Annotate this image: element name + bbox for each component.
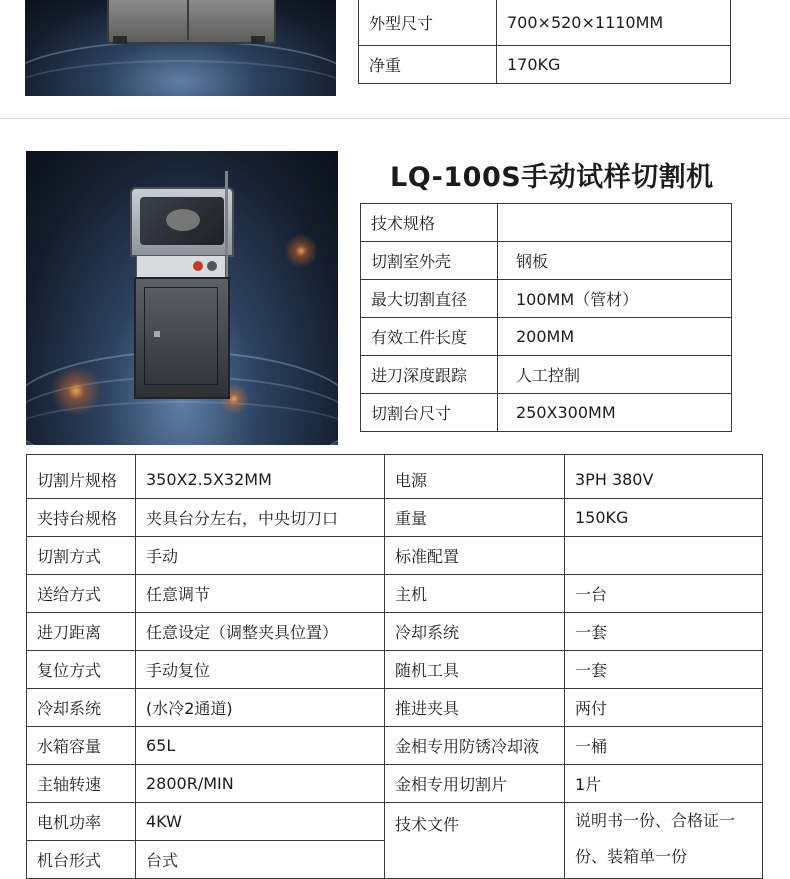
spec-label: 最大切割直径	[361, 280, 498, 318]
spec-value: 65L	[136, 727, 385, 765]
spec-label: 净重	[359, 45, 497, 83]
product-title: LQ-100S手动试样切割机	[390, 162, 714, 193]
table-row	[27, 803, 763, 841]
spec-value: 一台	[565, 575, 763, 613]
spec-value: (水冷2通道)	[136, 689, 385, 727]
spec-value: 700×520×1110MM	[497, 0, 731, 45]
docs-value-line: 说明书一份、合格证一	[575, 811, 736, 830]
spec-label: 切割方式	[27, 537, 136, 575]
spec-value: 手动复位	[136, 651, 385, 689]
table-row	[27, 765, 763, 803]
spec-value: 3PH 380V	[565, 455, 763, 499]
table-row	[361, 356, 732, 394]
spec-label: 冷却系统	[27, 689, 136, 727]
spec-label: 推进夹具	[385, 689, 565, 727]
spec-value: 台式	[136, 841, 385, 879]
spec-value: 一套	[565, 651, 763, 689]
spec-label: 金相专用防锈冷却液	[385, 727, 565, 765]
spec-label: 主轴转速	[27, 765, 136, 803]
table-row	[27, 689, 763, 727]
spec-value: 200MM	[498, 318, 732, 356]
spec-value: 150KG	[565, 499, 763, 537]
spec-label: 进刀深度跟踪	[361, 356, 498, 394]
table-row	[27, 499, 763, 537]
table-row	[27, 727, 763, 765]
previous-spec-table	[358, 0, 731, 84]
table-row	[27, 455, 763, 499]
table-row	[27, 537, 763, 575]
spec-label: 主机	[385, 575, 565, 613]
spec-label: 技术规格	[361, 204, 498, 242]
spec-label: 复位方式	[27, 651, 136, 689]
spec-label: 切割台尺寸	[361, 394, 498, 432]
table-row	[27, 613, 763, 651]
spec-label: 切割室外壳	[361, 242, 498, 280]
machine-control-panel	[136, 255, 226, 279]
spec-label: 进刀距离	[27, 613, 136, 651]
spec-value: 夹具台分左右，中央切刀口	[136, 499, 385, 537]
spec-label: 电机功率	[27, 803, 136, 841]
spec-label: 重量	[385, 499, 565, 537]
table-row	[361, 280, 732, 318]
product-photo	[26, 151, 338, 445]
table-row	[359, 0, 731, 45]
spec-label: 随机工具	[385, 651, 565, 689]
spec-value: 350X2.5X32MM	[136, 455, 385, 499]
spec-label: 机台形式	[27, 841, 136, 879]
spec-label: 水箱容量	[27, 727, 136, 765]
spec-value: 手动	[136, 537, 385, 575]
machine-cabinet	[134, 277, 230, 399]
spec-value: 100MM（管材）	[498, 280, 732, 318]
spec-value	[565, 537, 763, 575]
table-row	[27, 575, 763, 613]
spec-label: 冷却系统	[385, 613, 565, 651]
table-row	[361, 394, 732, 432]
spec-value: 人工控制	[498, 356, 732, 394]
spec-label: 金相专用切割片	[385, 765, 565, 803]
spec-value: 2800R/MIN	[136, 765, 385, 803]
spec-label: 夹持台规格	[27, 499, 136, 537]
previous-machine-photo	[25, 0, 336, 96]
spec-label: 标准配置	[385, 537, 565, 575]
spec-value: 4KW	[136, 803, 385, 841]
table-row	[361, 318, 732, 356]
product-spec-table	[360, 203, 732, 432]
spec-value: 两付	[565, 689, 763, 727]
spec-label: 送给方式	[27, 575, 136, 613]
spec-value: 一套	[565, 613, 763, 651]
docs-label: 技术文件	[385, 803, 565, 879]
spec-label: 有效工件长度	[361, 318, 498, 356]
table-row	[359, 45, 731, 83]
detail-spec-table	[26, 454, 763, 879]
spec-value: 250X300MM	[498, 394, 732, 432]
spec-label: 切割片规格	[27, 455, 136, 499]
spec-value: 170KG	[497, 45, 731, 83]
spec-value: 1片	[565, 765, 763, 803]
spec-value: 钢板	[498, 242, 732, 280]
table-row	[361, 242, 732, 280]
machine-cutting-chamber	[130, 187, 234, 257]
spec-value	[498, 204, 732, 242]
table-row	[361, 204, 732, 242]
docs-value	[565, 803, 763, 879]
table-row	[27, 651, 763, 689]
spec-value: 一桶	[565, 727, 763, 765]
spec-value: 任意设定（调整夹具位置）	[136, 613, 385, 651]
spec-label: 电源	[385, 455, 565, 499]
docs-value-line: 份、装箱单一份	[575, 847, 688, 866]
section-divider	[0, 118, 790, 119]
spec-label: 外型尺寸	[359, 0, 497, 45]
spec-value: 任意调节	[136, 575, 385, 613]
